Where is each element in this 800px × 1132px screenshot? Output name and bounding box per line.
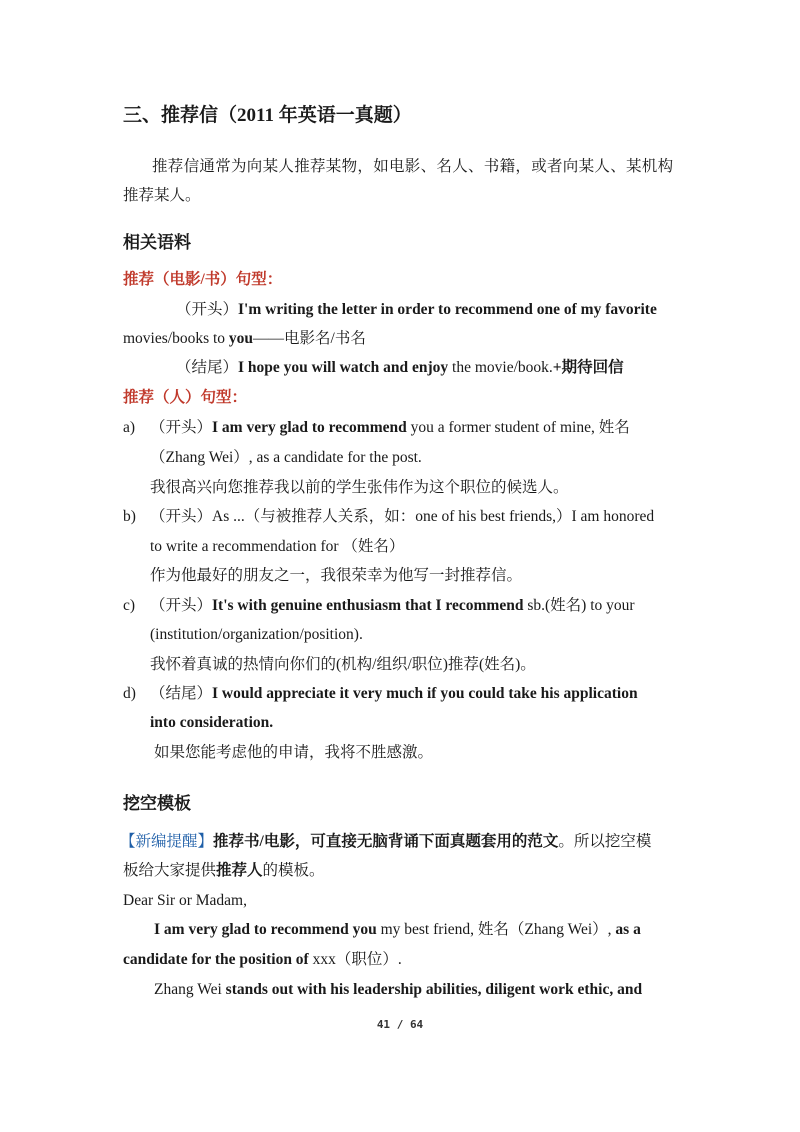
note-line-2-c: 的模板。	[262, 862, 325, 879]
intro-line-2: 推荐某人。	[123, 187, 201, 204]
note-line-2-b: 推荐人	[216, 862, 263, 879]
item-c-line-1	[150, 596, 635, 616]
para-1-line-2-bold: candidate for the position of	[123, 951, 309, 968]
note-rest: 。所以挖空模	[558, 833, 652, 850]
film-heading: 推荐（电影/书）句型：	[123, 271, 283, 288]
item-d-line-1	[150, 684, 638, 704]
note-line-1	[120, 832, 651, 852]
page-current: 41	[376, 1018, 391, 1031]
film-line-2	[123, 329, 366, 349]
intro-line-1: 推荐信通常为向某人推荐某物，如电影、名人、书籍，或者向某人、某机构	[152, 158, 674, 175]
para-1-plain: my best friend, 姓名（Zhang Wei）,	[376, 921, 616, 938]
item-c-line-2: (institution/organization/position).	[150, 626, 363, 643]
para-1-line-2-plain: xxx（职位）.	[308, 951, 402, 968]
item-a-plain: you a former student of mine, 姓名	[406, 419, 630, 436]
note-line-2-a: 板给大家提供	[123, 862, 217, 879]
item-d-label: d)	[123, 685, 136, 702]
item-a-label: a)	[123, 419, 136, 436]
page-total: 64	[409, 1018, 424, 1031]
item-b-label: b)	[123, 508, 136, 525]
film-line-3	[176, 358, 624, 378]
para-2-bold: stands out with his leadership abilities, diligent work ethic, and	[225, 981, 643, 998]
item-a-line-1	[150, 418, 630, 438]
film-line-1-tag: （开头）	[176, 301, 239, 318]
item-c-tag: （开头）	[150, 597, 213, 614]
note-line-2	[123, 861, 325, 881]
film-line-2-b: you	[228, 330, 254, 347]
film-line-2-a: movies/books to	[123, 330, 229, 347]
para-1-line-1	[154, 920, 641, 940]
person-heading: 推荐（人）句型：	[123, 389, 248, 406]
item-c-bold: It's with genuine enthusiasm that I recommend	[212, 597, 524, 614]
item-a-line-2: （Zhang Wei）, as a candidate for the post.	[150, 449, 422, 466]
para-2-name: Zhang Wei	[154, 981, 226, 998]
page-number	[0, 1018, 800, 1031]
item-d-bold: I would appreciate it very much if you could take his application	[212, 685, 638, 702]
para-1-line-2	[123, 950, 402, 970]
related-heading: 相关语料	[123, 233, 191, 252]
para-1-bold: I am very glad to recommend you	[154, 921, 377, 938]
section-title: 三、推荐信（2011 年英语一真题）	[123, 105, 412, 126]
salutation: Dear Sir or Madam,	[123, 892, 247, 909]
film-line-2-c: ——电影名/书名	[253, 330, 366, 347]
item-d-line-3: 如果您能考虑他的申请，我将不胜感激。	[154, 744, 434, 761]
film-line-3-plain: the movie/book.	[448, 359, 553, 376]
film-line-3-tag: （结尾）	[176, 359, 239, 376]
item-c-plain: sb.(姓名) to your	[523, 597, 635, 614]
note-bold: 推荐书/电影，可直接无脑背诵下面真题套用的范文	[213, 833, 559, 850]
film-line-3-bold: I hope you will watch and enjoy	[238, 359, 449, 376]
item-d-line-2: into consideration.	[150, 714, 274, 731]
film-line-3-end: +期待回信	[552, 359, 624, 376]
item-c-label: c)	[123, 597, 136, 614]
item-c-line-3: 我怀着真诚的热情向你们的(机构/组织/职位)推荐(姓名)。	[150, 656, 536, 673]
page-separator: /	[396, 1018, 404, 1031]
para-1-end: as a	[615, 921, 641, 938]
item-a-line-3: 我很高兴向您推荐我以前的学生张伟作为这个职位的候选人。	[150, 479, 569, 496]
note-tag: 【新编提醒】	[120, 833, 214, 850]
item-a-tag: （开头）	[150, 419, 213, 436]
item-b-line-1: （开头）As ...（与被推荐人关系，如：one of his best friends,）I am honored	[150, 508, 655, 525]
para-2-line-1	[154, 980, 642, 1000]
film-line-1	[176, 300, 657, 320]
item-b-line-3: 作为他最好的朋友之一，我很荣幸为他写一封推荐信。	[150, 567, 523, 584]
template-heading: 挖空模板	[123, 794, 191, 813]
item-b-line-2: to write a recommendation for （姓名）	[150, 538, 405, 555]
item-a-bold: I am very glad to recommend	[212, 419, 407, 436]
item-d-tag: （结尾）	[150, 685, 213, 702]
film-line-1-text: I'm writing the letter in order to recommend one of my favorite	[238, 301, 657, 318]
